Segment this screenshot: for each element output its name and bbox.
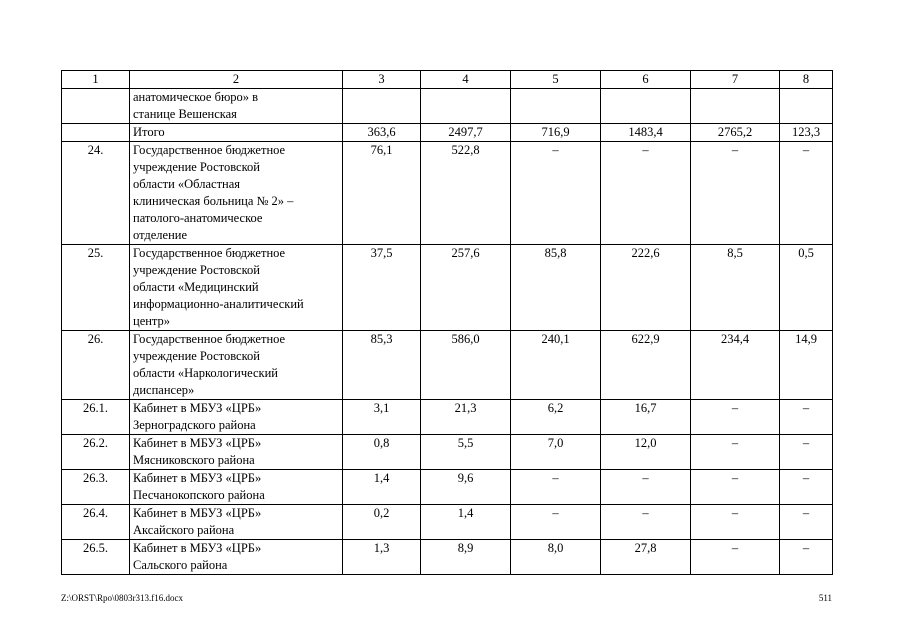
table-row <box>62 142 833 245</box>
name-line: Государственное бюджетное <box>133 246 286 260</box>
table-row <box>62 540 833 575</box>
name-line: Государственное бюджетное <box>133 143 286 157</box>
value-cell-col7: 8,5 <box>691 245 780 331</box>
value-cell-col8 <box>780 89 833 124</box>
value-cell-col3: 85,3 <box>343 331 421 400</box>
value-cell-col6 <box>601 89 691 124</box>
value-cell-col5: 8,0 <box>511 540 601 575</box>
header-row <box>62 71 833 89</box>
name-line: области «Наркологический <box>133 366 278 380</box>
value-cell-col3: 0,8 <box>343 435 421 470</box>
value-cell-col4: 257,6 <box>421 245 511 331</box>
institution-name-cell <box>130 470 343 505</box>
value-cell-col4: 21,3 <box>421 400 511 435</box>
value-cell-col6: – <box>601 142 691 245</box>
row-number-cell: 26.2. <box>62 435 130 470</box>
row-number-cell: 24. <box>62 142 130 245</box>
name-line: отделение <box>133 228 188 242</box>
value-cell-col5: – <box>511 470 601 505</box>
row-number-cell: 26.1. <box>62 400 130 435</box>
value-cell-col8: – <box>780 435 833 470</box>
row-number-cell: 26.4. <box>62 505 130 540</box>
value-cell-col7: – <box>691 505 780 540</box>
value-cell-col7: 2765,2 <box>691 124 780 142</box>
name-line: Кабинет в МБУЗ «ЦРБ» <box>133 471 262 485</box>
header-cell-4: 4 <box>421 71 511 89</box>
value-cell-col8: – <box>780 400 833 435</box>
table-row <box>62 400 833 435</box>
value-cell-col4: 586,0 <box>421 331 511 400</box>
row-number-cell: 26.5. <box>62 540 130 575</box>
value-cell-col3: 76,1 <box>343 142 421 245</box>
value-cell-col6: 622,9 <box>601 331 691 400</box>
table-row <box>62 89 833 124</box>
value-cell-col4: 1,4 <box>421 505 511 540</box>
value-cell-col3 <box>343 89 421 124</box>
value-cell-col3: 3,1 <box>343 400 421 435</box>
name-line: станице Вешенская <box>133 107 237 121</box>
name-line: Зерноградского района <box>133 418 256 432</box>
name-line: Итого <box>133 125 165 139</box>
value-cell-col6: 27,8 <box>601 540 691 575</box>
value-cell-col4: 9,6 <box>421 470 511 505</box>
row-number-cell: 25. <box>62 245 130 331</box>
name-line: анатомическое бюро» в <box>133 90 259 104</box>
value-cell-col7: – <box>691 470 780 505</box>
table-row <box>62 245 833 331</box>
value-cell-col6: – <box>601 505 691 540</box>
row-number-cell <box>62 124 130 142</box>
value-cell-col5: 7,0 <box>511 435 601 470</box>
value-cell-col3: 1,3 <box>343 540 421 575</box>
header-cell-3: 3 <box>343 71 421 89</box>
name-line: Мясниковского района <box>133 453 255 467</box>
name-line: Кабинет в МБУЗ «ЦРБ» <box>133 436 262 450</box>
row-number-cell: 26.3. <box>62 470 130 505</box>
institution-name-cell <box>130 331 343 400</box>
institution-name-cell <box>130 540 343 575</box>
institution-name-cell <box>130 505 343 540</box>
table-body <box>62 71 833 575</box>
footer-file-path: Z:\ORST\Rpo\0803r313.f16.docx <box>61 593 183 603</box>
value-cell-col5: 85,8 <box>511 245 601 331</box>
name-line: Кабинет в МБУЗ «ЦРБ» <box>133 401 262 415</box>
value-cell-col5: 6,2 <box>511 400 601 435</box>
institution-name-cell <box>130 124 343 142</box>
header-cell-2: 2 <box>130 71 343 89</box>
value-cell-col4: 5,5 <box>421 435 511 470</box>
value-cell-col7: 234,4 <box>691 331 780 400</box>
institution-name-cell <box>130 245 343 331</box>
value-cell-col7: – <box>691 142 780 245</box>
name-line: Песчанокопского района <box>133 488 265 502</box>
institution-name-cell <box>130 400 343 435</box>
value-cell-col4: 2497,7 <box>421 124 511 142</box>
name-line: учреждение Ростовской <box>133 263 260 277</box>
value-cell-col4 <box>421 89 511 124</box>
value-cell-col5: 716,9 <box>511 124 601 142</box>
institution-name-cell <box>130 89 343 124</box>
table-row <box>62 505 833 540</box>
name-line: Кабинет в МБУЗ «ЦРБ» <box>133 541 262 555</box>
name-line: Сальского района <box>133 558 228 572</box>
footer-page-number: 511 <box>818 593 832 603</box>
value-cell-col8: – <box>780 505 833 540</box>
table-row <box>62 124 833 142</box>
value-cell-col6: 16,7 <box>601 400 691 435</box>
value-cell-col5: – <box>511 142 601 245</box>
value-cell-col8: 14,9 <box>780 331 833 400</box>
name-line: Аксайского района <box>133 523 235 537</box>
header-cell-6: 6 <box>601 71 691 89</box>
name-line: Кабинет в МБУЗ «ЦРБ» <box>133 506 262 520</box>
name-line: центр» <box>133 314 171 328</box>
value-cell-col6: 222,6 <box>601 245 691 331</box>
name-line: области «Медицинский <box>133 280 259 294</box>
header-cell-7: 7 <box>691 71 780 89</box>
value-cell-col3: 37,5 <box>343 245 421 331</box>
value-cell-col8: – <box>780 142 833 245</box>
name-line: области «Областная <box>133 177 241 191</box>
value-cell-col5 <box>511 89 601 124</box>
value-cell-col3: 363,6 <box>343 124 421 142</box>
value-cell-col8: 123,3 <box>780 124 833 142</box>
value-cell-col5: 240,1 <box>511 331 601 400</box>
value-cell-col7: – <box>691 435 780 470</box>
header-cell-8: 8 <box>780 71 833 89</box>
value-cell-col5: – <box>511 505 601 540</box>
header-cell-1: 1 <box>62 71 130 89</box>
value-cell-col8: – <box>780 470 833 505</box>
value-cell-col8: 0,5 <box>780 245 833 331</box>
expenditure-table <box>61 70 833 575</box>
institution-name-cell <box>130 435 343 470</box>
name-line: информационно-аналитический <box>133 297 304 311</box>
value-cell-col4: 8,9 <box>421 540 511 575</box>
row-number-cell <box>62 89 130 124</box>
value-cell-col3: 0,2 <box>343 505 421 540</box>
name-line: патолого-анатомическое <box>133 211 263 225</box>
name-line: диспансер» <box>133 383 195 397</box>
value-cell-col6: 1483,4 <box>601 124 691 142</box>
value-cell-col7 <box>691 89 780 124</box>
institution-name-cell <box>130 142 343 245</box>
table-row <box>62 331 833 400</box>
value-cell-col6: – <box>601 470 691 505</box>
value-cell-col4: 522,8 <box>421 142 511 245</box>
name-line: Государственное бюджетное <box>133 332 286 346</box>
header-cell-5: 5 <box>511 71 601 89</box>
table-row <box>62 435 833 470</box>
value-cell-col3: 1,4 <box>343 470 421 505</box>
value-cell-col6: 12,0 <box>601 435 691 470</box>
name-line: учреждение Ростовской <box>133 349 260 363</box>
value-cell-col7: – <box>691 400 780 435</box>
value-cell-col8: – <box>780 540 833 575</box>
value-cell-col7: – <box>691 540 780 575</box>
name-line: клиническая больница № 2» – <box>133 194 294 208</box>
table-row <box>62 470 833 505</box>
row-number-cell: 26. <box>62 331 130 400</box>
name-line: учреждение Ростовской <box>133 160 260 174</box>
